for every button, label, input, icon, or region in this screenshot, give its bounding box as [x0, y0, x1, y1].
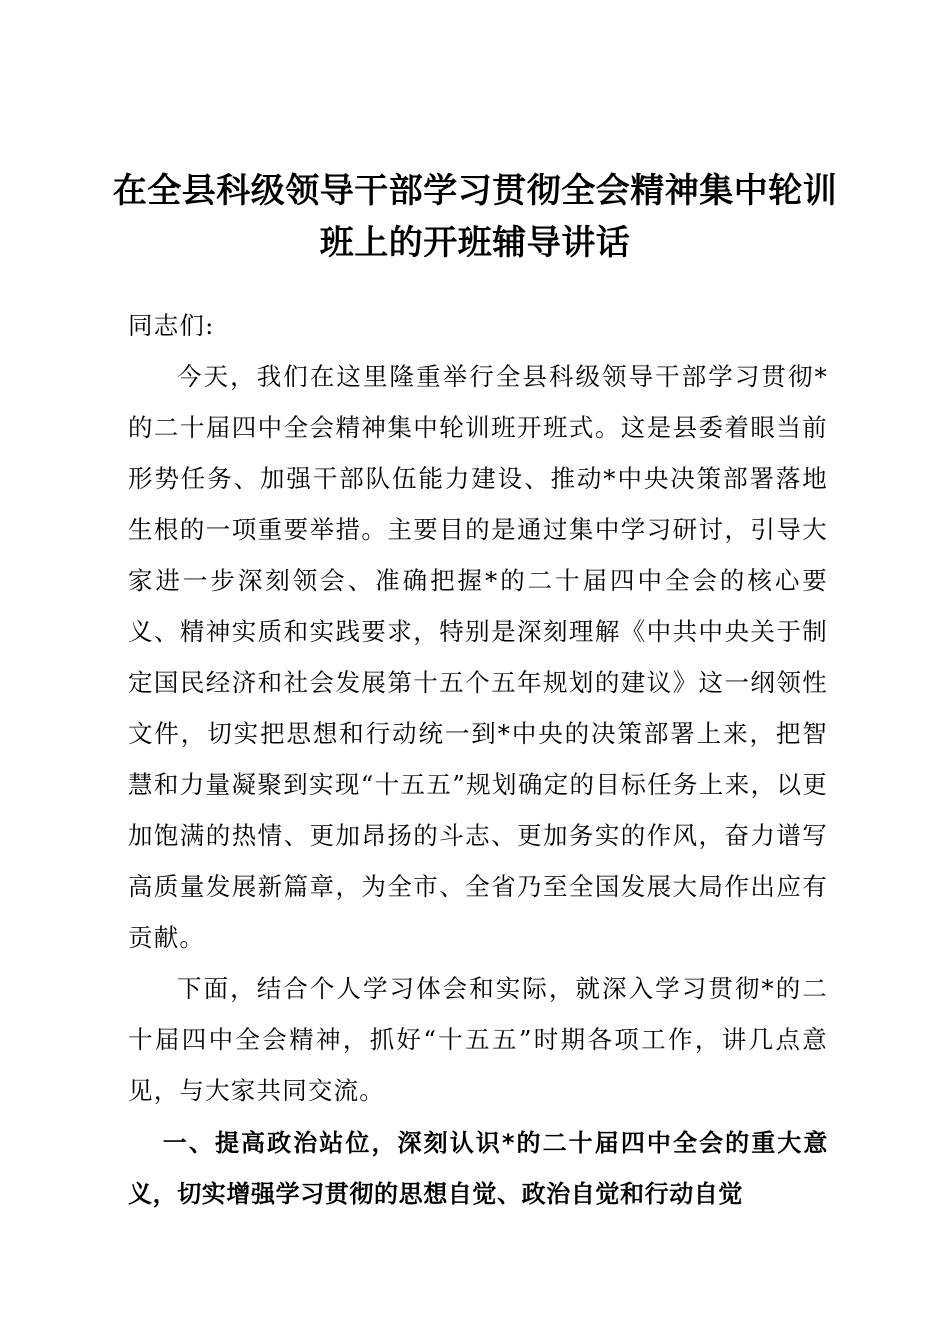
- paragraph-outline: 下面，结合个人学习体会和实际，就深入学习贯彻*的二十届四中全会精神，抓好“十五五”时期各项工作，讲几点意见，与大家共同交流。: [128, 974, 828, 1105]
- salutation: 同志们:: [128, 311, 215, 340]
- document-body: [128, 300, 828, 1220]
- document-title: 在全县科级领导干部学习贯彻全会精神集中轮训班上的开班辅导讲话: [112, 171, 838, 263]
- section-heading-1: 一、提高政治站位，深刻认识*的二十届四中全会的重大意义，切实增强学习贯彻的思想自觉、政治自觉和行动自觉: [128, 1129, 828, 1208]
- paragraph-opening: 今天，我们在这里隆重举行全县科级领导干部学习贯彻*的二十届四中全会精神集中轮训班开班式。这是县委着眼当前形势任务、加强干部队伍能力建设、推动*中央决策部署落地生根的一项重要举措。主要目的是通过集中学习研讨，引导大家进一步深刻领会、准确把握*的二十届四中全会的核心要义、精神实质和实践要求，特别是深刻理解《中共中央关于制定国民经济和社会发展第十五个五年规划的建议》这一纲领性文件，切实把思想和行动统一到*中央的决策部署上来，把智慧和力量凝聚到实现“十五五”规划确定的目标任务上来，以更加饱满的热情、更加昂扬的斗志、更加务实的作风，奋力谱写高质量发展新篇章，为全市、全省乃至全国发展大局作出应有贡献。: [128, 362, 828, 952]
